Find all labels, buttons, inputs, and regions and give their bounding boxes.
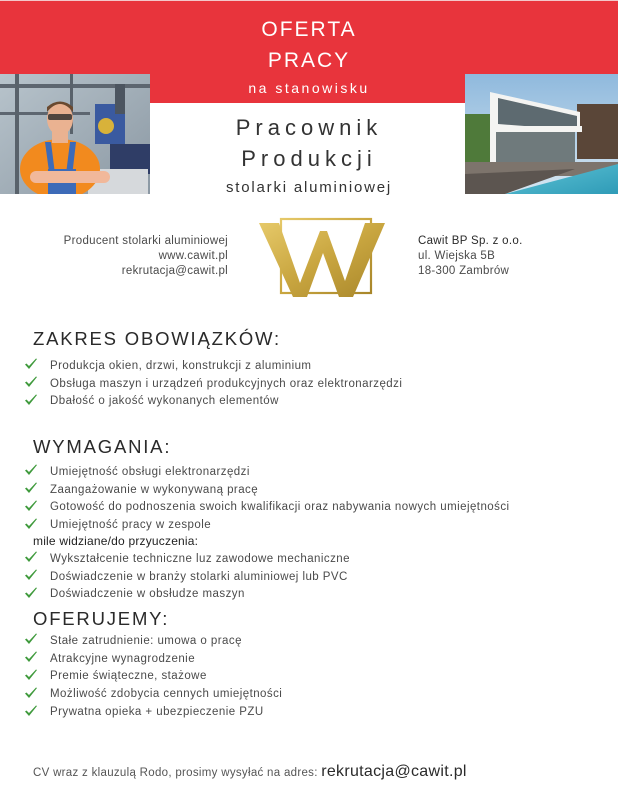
list-item [24,550,350,568]
offer-subtitle: na stanowisku [248,80,370,96]
list-item [24,685,282,703]
list-item-text: Atrakcyjne wynagrodzenie [50,652,196,665]
checkmark-icon [24,550,50,567]
list-item [24,499,510,517]
requirements-list [24,463,510,534]
list-item [24,668,282,686]
list-item-text: Dbałość o jakość wykonanych elementów [50,395,279,408]
company-email-link[interactable]: rekrutacja@cawit.pl [121,265,228,277]
checkmark-icon [24,357,50,374]
list-item [24,586,350,604]
checkmark-icon [24,375,50,392]
checkmark-icon [24,668,50,685]
list-item-text: Obsługa maszyn i urządzeń produkcyjnych oraz elektronarzędzi [50,377,403,390]
checkmark-icon [24,481,50,498]
list-item [24,357,402,375]
checkmark-icon [24,686,50,703]
position-title-line2: Produkcji [241,146,377,171]
company-tagline: Producent stolarki aluminiowej [63,235,228,247]
requirements-heading: WYMAGANIA: [33,436,172,457]
list-item [24,516,510,534]
list-item [24,481,510,499]
list-item [24,650,282,668]
list-item-text: Stałe zatrudnienie: umowa o pracę [50,634,242,647]
list-item-text: Doświadczenie w obsłudze maszyn [50,588,245,601]
list-item-text: Wykształcenie techniczne luz zawodowe mechaniczne [50,552,350,565]
list-item-text: Premie świąteczne, stażowe [50,670,207,683]
duties-heading: ZAKRES OBOWIĄZKÓW: [33,328,281,349]
nice-to-have-list [24,550,350,603]
checkmark-icon [24,568,50,585]
checkmark-icon [24,704,50,721]
list-item [24,632,282,650]
checkmark-icon [24,499,50,516]
position-title-line1: Pracownik [235,115,383,140]
list-item [24,463,510,481]
list-item [24,703,282,721]
footer-email-link[interactable]: rekrutacja@cawit.pl [321,763,467,780]
nice-to-have-heading: mile widziane/do przyuczenia: [33,534,199,548]
list-item-text: Doświadczenie w branży stolarki aluminiowej lub PVC [50,570,348,583]
checkmark-icon [24,463,50,480]
list-item [24,393,402,411]
footer-text: CV wraz z klauzulą Rodo, prosimy wysyłać na adres: [33,767,322,779]
company-contact-right [418,234,598,279]
company-website-link[interactable]: www.cawit.pl [158,250,228,262]
checkmark-icon [24,586,50,603]
checkmark-icon [24,393,50,410]
list-item-text: Gotowość do podnoszenia swoich kwalifikacji oraz nabywania nowych umiejętności [50,501,510,514]
checkmark-icon [24,517,50,534]
footer-note [33,763,467,781]
list-item-text: Prywatna opieka + ubezpieczenie PZU [50,706,264,719]
list-item [24,568,350,586]
company-city: 18-300 Zambrów [418,265,510,277]
company-logo [255,213,387,301]
offer-title-line2: PRACY [267,49,351,72]
company-street: ul. Wiejska 5B [418,250,496,262]
position-title-line3: stolarki aluminiowej [225,179,393,196]
duties-list [24,357,402,410]
offer-list [24,632,282,721]
list-item-text: Produkcja okien, drzwi, konstrukcji z aluminium [50,359,312,372]
offer-title-line1: OFERTA [261,18,357,41]
list-item-text: Zaangażowanie w wykonywaną pracę [50,483,259,496]
offer-heading: OFERUJEMY: [33,608,170,629]
list-item-text: Możliwość zdobycia cennych umiejętności [50,688,283,701]
company-contact-left [40,234,228,279]
company-name: Cawit BP Sp. z o.o. [418,235,523,247]
list-item-text: Umiejętność obsługi elektronarzędzi [50,465,250,478]
checkmark-icon [24,632,50,649]
list-item [24,375,402,393]
checkmark-icon [24,650,50,667]
list-item-text: Umiejętność pracy w zespole [50,519,212,532]
